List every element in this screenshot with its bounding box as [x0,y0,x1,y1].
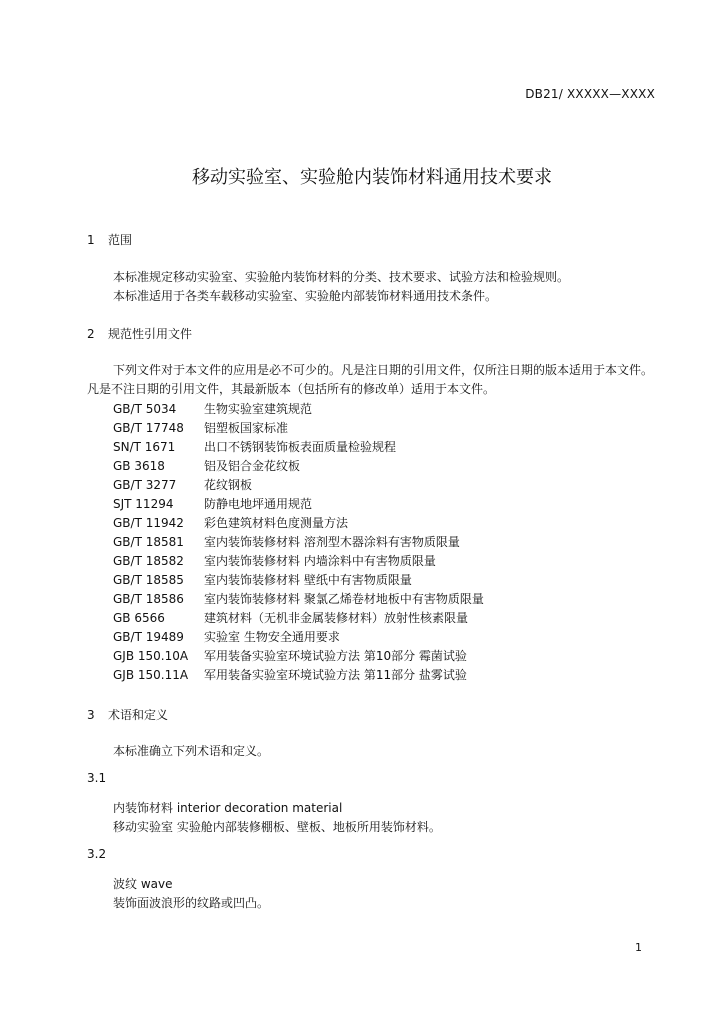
reference-item [113,533,484,552]
reference-item [113,514,484,533]
reference-code: GB/T 18582 [113,554,184,568]
document-code: DB21/ XXXXX—XXXX [525,87,655,101]
reference-title: 室内装饰装修材料 溶剂型木器涂料有害物质限量 [204,535,460,549]
reference-code: GB/T 3277 [113,478,177,492]
reference-item [113,571,484,590]
reference-code: GB/T 18585 [113,573,184,587]
reference-code: GB 6566 [113,611,165,625]
reference-code: GB/T 5034 [113,402,177,416]
section-heading-terms [87,706,168,723]
section-number: 2 [87,327,95,341]
references-intro-paragraph: 下列文件对于本文件的应用是必不可少的。凡是注日期的引用文件，仅所注日期的版本适用于本文件。凡是不注日期的引用文件，其最新版本（包括所有的修改单）适用于本文件。 [87,363,654,396]
reference-code: GB/T 19489 [113,630,184,644]
section-title: 范围 [108,233,133,247]
reference-title: 室内装饰装修材料 聚氯乙烯卷材地板中有害物质限量 [204,592,484,606]
reference-item [113,400,484,419]
terms-intro-paragraph: 本标准确立下列术语和定义。 [113,744,270,758]
reference-code: GB/T 18586 [113,592,184,606]
reference-title: 室内装饰装修材料 壁纸中有害物质限量 [204,573,412,587]
reference-title: 铝塑板国家标准 [204,421,289,435]
reference-item [113,628,484,647]
term-number-3-1: 3.1 [87,771,107,785]
scope-paragraph-1: 本标准规定移动实验室、实验舱内装饰材料的分类、技术要求、试验方法和检验规则。 [113,270,570,284]
reference-code: SJT 11294 [113,497,174,511]
reference-title: 彩色建筑材料色度测量方法 [204,516,349,530]
document-title: 移动实验室、实验舱内装饰材料通用技术要求 [192,167,552,188]
reference-title: 花纹钢板 [204,478,253,492]
reference-item [113,457,484,476]
reference-code: GJB 150.11A [113,668,189,682]
term-3-2-definition: 装饰面波浪形的纹路或凹凸。 [113,896,270,910]
section-title: 术语和定义 [108,708,169,722]
term-3-1-definition: 移动实验室 实验舱内部装修棚板、壁板、地板所用装饰材料。 [113,820,441,834]
term-number-3-2: 3.2 [87,847,107,861]
reference-code: GB/T 18581 [113,535,184,549]
reference-item [113,552,484,571]
reference-item [113,438,484,457]
reference-item [113,609,484,628]
reference-code: GB/T 17748 [113,421,184,435]
reference-title: 出口不锈钢装饰板表面质量检验规程 [204,440,397,454]
section-title: 规范性引用文件 [108,327,193,341]
term-3-2-name: 波纹 wave [113,877,173,891]
reference-title: 铝及铝合金花纹板 [204,459,301,473]
reference-code: SN/T 1671 [113,440,176,454]
reference-title: 防静电地坪通用规范 [204,497,313,511]
reference-title: 军用装备实验室环境试验方法 第11部分 盐雾试验 [204,668,467,682]
reference-item [113,666,484,685]
reference-code: GJB 150.10A [113,649,189,663]
reference-item [113,647,484,666]
reference-item [113,476,484,495]
page-number: 1 [635,941,642,954]
reference-title: 生物实验室建筑规范 [204,402,313,416]
section-heading-normative-references [87,325,192,342]
reference-code: GB/T 11942 [113,516,184,530]
reference-title: 军用装备实验室环境试验方法 第10部分 霉菌试验 [204,649,467,663]
reference-item [113,495,484,514]
reference-title: 建筑材料（无机非金属装修材料）放射性核素限量 [204,611,469,625]
section-number: 1 [87,233,95,247]
reference-list [113,400,484,685]
term-3-1-name: 内装饰材料 interior decoration material [113,801,343,815]
reference-code: GB 3618 [113,459,165,473]
section-number: 3 [87,708,95,722]
scope-paragraph-2: 本标准适用于各类车载移动实验室、实验舱内部装饰材料通用技术条件。 [113,289,498,303]
reference-title: 实验室 生物安全通用要求 [204,630,340,644]
section-heading-scope [87,231,132,248]
reference-item [113,419,484,438]
reference-item [113,590,484,609]
reference-title: 室内装饰装修材料 内墙涂料中有害物质限量 [204,554,436,568]
